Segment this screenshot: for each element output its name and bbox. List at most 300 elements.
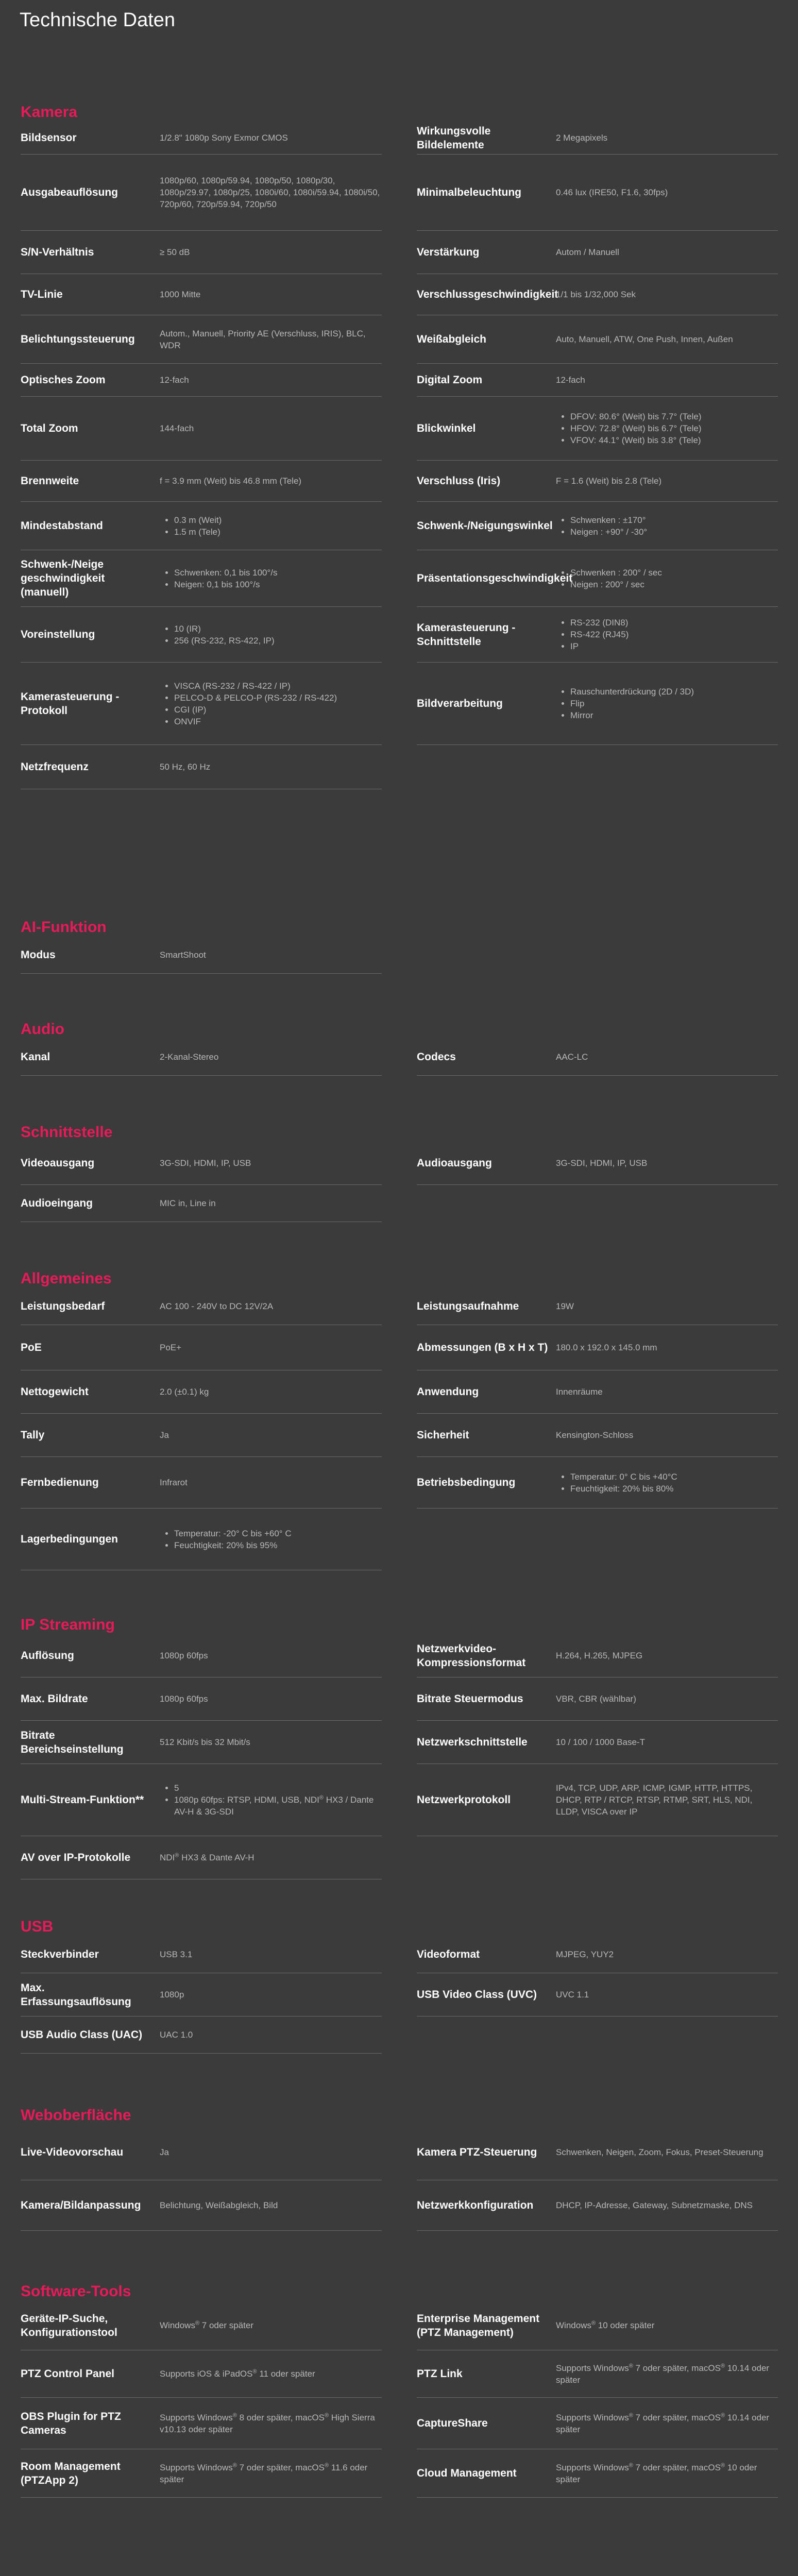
spec-value: Supports Windows® 7 oder später, macOS® 10 oder später	[556, 2462, 757, 2484]
spec-label: Leistungsbedarf	[21, 1300, 105, 1312]
empty-cell	[417, 1836, 778, 1879]
spec-label: Verstärkung	[417, 246, 480, 258]
empty-cell	[417, 2016, 778, 2054]
section-title: Schnittstelle	[21, 1124, 113, 1141]
section-title: USB	[21, 1918, 54, 1935]
spec-value: 3G-SDI, HDMI, IP, USB	[160, 1158, 251, 1168]
spec-row	[0, 1039, 798, 1076]
spec-value-list	[160, 1782, 382, 1818]
spec-value: MIC in, Line in	[160, 1198, 216, 1208]
spec-item-schwenk-neige-geschwindigkeit-manuell	[21, 550, 382, 607]
spec-row	[0, 122, 798, 155]
spec-item-live-videovorschau	[21, 2125, 382, 2180]
spec-value-item: • Schwenken: 0,1 bis 100°/s	[174, 567, 382, 579]
spec-label: Cloud Management	[417, 2467, 517, 2479]
spec-item-prasentationsgeschwindigkeit	[417, 550, 778, 607]
spec-value-list	[556, 1471, 778, 1495]
spec-item-bitrate-steuermodus	[417, 1677, 778, 1721]
spec-item-poe	[21, 1325, 382, 1370]
spec-value: Supports Windows® 7 oder später, macOS® 10.14 oder später	[556, 2362, 770, 2385]
section-title: Allgemeines	[21, 1270, 112, 1287]
spec-value	[160, 1523, 382, 1555]
spec-label: Kamerasteuerung - Schnittstelle	[417, 621, 516, 648]
spec-value-item: • VISCA (RS-232 / RS-422 / IP)	[174, 680, 382, 692]
spec-value-item: • DFOV: 80.6° (Weit) bis 7.7° (Tele)	[570, 411, 778, 422]
empty-cell	[417, 1509, 778, 1570]
spec-item-kanal	[21, 1039, 382, 1076]
spec-value-item: • Feuchtigkeit: 20% bis 95%	[174, 1539, 382, 1551]
spec-item-brennweite	[21, 461, 382, 502]
spec-value	[556, 563, 778, 595]
spec-label: Geräte-IP-Suche, Konfigurationstool	[21, 2312, 117, 2338]
spec-row	[0, 1185, 798, 1222]
spec-value-item: • 10 (IR)	[174, 623, 382, 635]
spec-item-verschlussgeschwindigkeit	[417, 274, 778, 315]
spec-value-item: • Rauschunterdrückung (2D / 3D)	[570, 686, 778, 698]
spec-table	[0, 122, 798, 789]
spec-label: Lagerbedingungen	[21, 1533, 118, 1545]
spec-label: PoE	[21, 1342, 42, 1353]
spec-label: Optisches Zoom	[21, 374, 106, 386]
spec-value: 10 / 100 / 1000 Base-T	[556, 1737, 645, 1747]
spec-label: Bildsensor	[21, 132, 77, 144]
spec-item-ptz-control-panel	[21, 2350, 382, 2398]
spec-item-av-over-ip-protokolle	[21, 1836, 382, 1879]
empty-cell	[417, 937, 778, 974]
section-title: AI-Funktion	[21, 919, 107, 936]
spec-label: Max. Bildrate	[21, 1693, 88, 1705]
spec-item-verschluss-iris	[417, 461, 778, 502]
spec-label: Abmessungen (B x H x T)	[417, 1342, 548, 1353]
spec-value-item: • 256 (RS-232, RS-422, IP)	[174, 635, 382, 647]
spec-value: Supports Windows® 7 oder später, macOS® 10.14 oder später	[556, 2412, 770, 2434]
spec-item-steckverbinder	[21, 1936, 382, 1973]
spec-label: Belichtungssteuerung	[21, 333, 135, 345]
spec-item-netzwerkvideo-kompressionsformat	[417, 1634, 778, 1677]
spec-value	[556, 613, 778, 656]
spec-item-multi-stream-funktion	[21, 1764, 382, 1836]
spec-label: USB Video Class (UVC)	[417, 1989, 537, 2001]
spec-row	[0, 2301, 798, 2350]
spec-item-cloud-management	[417, 2449, 778, 2498]
spec-value-item: • 5	[174, 1782, 382, 1794]
spec-label: Leistungsaufnahme	[417, 1300, 519, 1312]
spec-value-item: • 0.3 m (Weit)	[174, 514, 382, 526]
spec-row	[0, 231, 798, 274]
spec-value-item: • RS-422 (RJ45)	[570, 629, 778, 640]
spec-value: 180.0 x 192.0 x 145.0 mm	[556, 1343, 657, 1352]
spec-value: Belichtung, Weißabgleich, Bild	[160, 2200, 278, 2210]
spec-value-item: • HFOV: 72.8° (Weit) bis 6.7° (Tele)	[570, 422, 778, 434]
spec-row	[0, 2016, 798, 2054]
spec-label: Bitrate Bereichseinstellung	[21, 1729, 124, 1755]
spec-value: 19W	[556, 1301, 574, 1311]
empty-cell	[417, 1185, 778, 1222]
spec-value: 512 Kbit/s bis 32 Mbit/s	[160, 1737, 250, 1747]
spec-label: Mindestabstand	[21, 520, 103, 532]
spec-value	[160, 510, 382, 542]
spec-value: Ja	[160, 2147, 169, 2157]
spec-label: Live-Videovorschau	[21, 2146, 124, 2158]
spec-item-netzwerkkonfiguration	[417, 2180, 778, 2231]
spec-label: Tally	[21, 1429, 45, 1441]
spec-value: Windows® 7 oder später	[160, 2320, 253, 2330]
spec-value: 2 Megapixels	[556, 133, 608, 143]
spec-item-bildsensor	[21, 122, 382, 155]
spec-value: Supports Windows® 7 oder später, macOS® 11.6 oder später	[160, 2462, 368, 2484]
spec-value: Auto, Manuell, ATW, One Push, Innen, Außen	[556, 334, 733, 344]
spec-value: F = 1.6 (Weit) bis 2.8 (Tele)	[556, 476, 662, 486]
spec-table	[0, 1039, 798, 1076]
spec-label: Nettogewicht	[21, 1386, 89, 1398]
spec-value: Windows® 10 oder später	[556, 2320, 655, 2330]
spec-value: Supports iOS & iPadOS® 11 oder später	[160, 2368, 315, 2379]
spec-value: SmartShoot	[160, 950, 206, 960]
spec-item-obs-plugin-for-ptz-cameras	[21, 2398, 382, 2449]
spec-item-mindestabstand	[21, 502, 382, 550]
spec-value: 1/1 bis 1/32,000 Sek	[556, 290, 636, 299]
spec-value: 1/2.8" 1080p Sony Exmor CMOS	[160, 133, 288, 143]
spec-item-schwenk-neigungswinkel	[417, 502, 778, 550]
spec-item-optisches-zoom	[21, 364, 382, 397]
spec-value: 50 Hz, 60 Hz	[160, 762, 211, 772]
spec-label: Minimalbeleuchtung	[417, 187, 522, 198]
spec-value: Ja	[160, 1430, 169, 1440]
spec-label: Videoausgang	[21, 1157, 95, 1169]
spec-row	[0, 1142, 798, 1185]
spec-value-item: • Neigen : +90° / -30°	[570, 526, 778, 538]
spec-item-wei-abgleich	[417, 315, 778, 364]
spec-item-bildverarbeitung	[417, 663, 778, 745]
spec-value: Infrarot	[160, 1478, 188, 1487]
spec-label: Betriebsbedingung	[417, 1477, 516, 1488]
spec-row	[0, 502, 798, 550]
spec-row	[0, 397, 798, 461]
spec-label: Kamera/Bildanpassung	[21, 2199, 141, 2211]
spec-label: OBS Plugin for PTZ Cameras	[21, 2410, 121, 2436]
spec-value: VBR, CBR (wählbar)	[556, 1694, 636, 1704]
spec-item-modus	[21, 937, 382, 974]
section-title: IP Streaming	[21, 1616, 115, 1633]
spec-row	[0, 607, 798, 663]
spec-item-netzfrequenz	[21, 745, 382, 789]
spec-value: 1080p 60fps	[160, 1651, 208, 1660]
spec-row	[0, 1721, 798, 1764]
spec-item-netzwerkschnittstelle	[417, 1721, 778, 1764]
spec-value: IPv4, TCP, UDP, ARP, ICMP, IGMP, HTTP, HTTPS, DHCP, RTP / RTCP, RTSP, RTMP, SRT, HLS, NDI, LLDP, VISCA over IP	[556, 1783, 753, 1817]
spec-label: Modus	[21, 949, 56, 961]
spec-value: DHCP, IP-Adresse, Gateway, Subnetzmaske, DNS	[556, 2200, 753, 2210]
spec-label: AV over IP-Protokolle	[21, 1852, 131, 1863]
spec-value-item: • Schwenken : 200° / sec	[570, 567, 778, 579]
spec-value: 2-Kanal-Stereo	[160, 1052, 219, 1062]
spec-item-total-zoom	[21, 397, 382, 461]
spec-table	[0, 2301, 798, 2498]
spec-value: Innenräume	[556, 1387, 603, 1397]
spec-value-item: • ONVIF	[174, 716, 382, 727]
spec-item-max-erfassungsauflosung	[21, 1973, 382, 2016]
spec-row	[0, 1457, 798, 1509]
spec-item-codecs	[417, 1039, 778, 1076]
spec-row	[0, 663, 798, 745]
spec-value: UVC 1.1	[556, 1990, 589, 1999]
spec-row	[0, 2398, 798, 2449]
spec-label: Voreinstellung	[21, 629, 95, 640]
spec-label: Audioeingang	[21, 1197, 93, 1209]
spec-label: Schwenk-/Neige geschwindigkeit (manuell)	[21, 558, 105, 598]
spec-value: PoE+	[160, 1343, 182, 1352]
spec-value-item: • Schwenken : ±170°	[570, 514, 778, 526]
spec-item-digital-zoom	[417, 364, 778, 397]
spec-item-kamerasteuerung-schnittstelle	[417, 607, 778, 663]
spec-item-nettogewicht	[21, 1370, 382, 1414]
spec-label: TV-Linie	[21, 289, 63, 300]
spec-value: AAC-LC	[556, 1052, 588, 1062]
spec-item-enterprise-management-ptz-management	[417, 2301, 778, 2350]
spec-table	[0, 2125, 798, 2231]
spec-item-belichtungssteuerung	[21, 315, 382, 364]
spec-value	[160, 619, 382, 651]
spec-value: H.264, H.265, MJPEG	[556, 1651, 643, 1660]
spec-value-item: • Neigen: 0,1 bis 100°/s	[174, 579, 382, 590]
spec-label: Schwenk-/Neigungswinkel	[417, 520, 553, 532]
spec-label: Netzwerkkonfiguration	[417, 2199, 534, 2211]
spec-label: CaptureShare	[417, 2417, 488, 2429]
spec-item-kamera-bildanpassung	[21, 2180, 382, 2231]
spec-item-audioeingang	[21, 1185, 382, 1222]
spec-row	[0, 937, 798, 974]
page-title: Technische Daten	[20, 9, 176, 31]
spec-value: ≥ 50 dB	[160, 247, 190, 257]
spec-item-betriebsbedingung	[417, 1457, 778, 1509]
spec-item-abmessungen-b-x-h-x-t	[417, 1325, 778, 1370]
spec-value-item: • Feuchtigkeit: 20% bis 80%	[570, 1483, 778, 1495]
spec-label: PTZ Control Panel	[21, 2368, 115, 2380]
spec-item-leistungsbedarf	[21, 1288, 382, 1325]
spec-value: 144-fach	[160, 423, 194, 433]
spec-label: Kanal	[21, 1051, 50, 1063]
spec-value-item: • Neigen : 200° / sec	[570, 579, 778, 590]
spec-row	[0, 1764, 798, 1836]
spec-label: Kamerasteuerung - Protokoll	[21, 690, 120, 717]
spec-value-item: • Flip	[570, 698, 778, 709]
section-title: Kamera	[21, 104, 78, 121]
spec-item-leistungsaufnahme	[417, 1288, 778, 1325]
spec-value	[160, 676, 382, 732]
spec-value: AC 100 - 240V to DC 12V/2A	[160, 1301, 274, 1311]
spec-item-usb-video-class-uvc	[417, 1973, 778, 2016]
spec-value-list	[556, 686, 778, 721]
spec-item-ausgabeauflosung	[21, 155, 382, 231]
spec-value: 0.46 lux (IRE50, F1.6, 30fps)	[556, 188, 668, 197]
spec-value-item: • Mirror	[570, 709, 778, 721]
spec-row	[0, 364, 798, 397]
spec-label: Sicherheit	[417, 1429, 469, 1441]
empty-cell	[417, 745, 778, 789]
spec-row	[0, 2350, 798, 2398]
spec-label: USB Audio Class (UAC)	[21, 2029, 143, 2041]
spec-label: Netzwerkprotokoll	[417, 1794, 511, 1806]
spec-value: Autom., Manuell, Priority AE (Verschluss, IRIS), BLC, WDR	[160, 328, 366, 350]
spec-label: PTZ Link	[417, 2368, 463, 2380]
spec-item-videoformat	[417, 1936, 778, 1973]
spec-value-item: • 1.5 m (Tele)	[174, 526, 382, 538]
spec-label: Steckverbinder	[21, 1948, 99, 1960]
spec-value-list	[556, 411, 778, 446]
spec-row	[0, 155, 798, 231]
spec-label: Ausgabeauflösung	[21, 187, 118, 198]
spec-item-kamerasteuerung-protokoll	[21, 663, 382, 745]
spec-item-auflosung	[21, 1634, 382, 1677]
section-title: Audio	[21, 1021, 64, 1038]
spec-value-item: • CGI (IP)	[174, 704, 382, 716]
spec-table	[0, 1142, 798, 1222]
spec-label: Enterprise Management (PTZ Management)	[417, 2312, 540, 2338]
spec-item-s-n-verhaltnis	[21, 231, 382, 274]
spec-row	[0, 1936, 798, 1973]
spec-value	[556, 406, 778, 450]
section-title: Software-Tools	[21, 2283, 131, 2300]
spec-row	[0, 1325, 798, 1370]
spec-label: Weißabgleich	[417, 333, 486, 345]
spec-value-list	[160, 514, 382, 538]
spec-label: Bitrate Steuermodus	[417, 1693, 523, 1705]
spec-item-anwendung	[417, 1370, 778, 1414]
spec-value-item: • RS-232 (DIN8)	[570, 617, 778, 629]
spec-value: Kensington-Schloss	[556, 1430, 634, 1440]
spec-label: Netzwerkschnittstelle	[417, 1736, 528, 1748]
spec-item-room-management-ptzapp-2	[21, 2449, 382, 2498]
spec-value: NDI® HX3 & Dante AV-H	[160, 1852, 254, 1862]
spec-label: Videoformat	[417, 1948, 480, 1960]
spec-item-tv-linie	[21, 274, 382, 315]
spec-item-minimalbeleuchtung	[417, 155, 778, 231]
spec-item-videoausgang	[21, 1142, 382, 1185]
spec-value: USB 3.1	[160, 1950, 193, 1959]
spec-label: Codecs	[417, 1051, 456, 1063]
spec-row	[0, 1509, 798, 1570]
section-title: Weboberfläche	[21, 2107, 131, 2124]
spec-row	[0, 1414, 798, 1457]
spec-label: Netzwerkvideo-Kompressionsformat	[417, 1642, 526, 1669]
spec-value: Autom / Manuell	[556, 247, 619, 257]
spec-row	[0, 274, 798, 315]
spec-value: Supports Windows® 8 oder später, macOS® High Sierra v10.13 oder später	[160, 2412, 375, 2434]
spec-label: Blickwinkel	[417, 422, 476, 434]
spec-item-voreinstellung	[21, 607, 382, 663]
spec-label: Multi-Stream-Funktion**	[21, 1794, 144, 1806]
spec-value-item: • Temperatur: -20° C bis +60° C	[174, 1528, 382, 1539]
spec-label: Audioausgang	[417, 1157, 492, 1169]
spec-value-item: • PELCO-D & PELCO-P (RS-232 / RS-422)	[174, 692, 382, 704]
spec-label: Verschlussgeschwindigkeit	[417, 289, 558, 300]
spec-value: 2.0 (±0.1) kg	[160, 1387, 209, 1397]
spec-row	[0, 1677, 798, 1721]
spec-value-item: • Temperatur: 0° C bis +40°C	[570, 1471, 778, 1483]
spec-row	[0, 1370, 798, 1414]
spec-value	[160, 563, 382, 595]
spec-row	[0, 1288, 798, 1325]
spec-label: Bildverarbeitung	[417, 698, 503, 709]
spec-item-blickwinkel	[417, 397, 778, 461]
spec-label: Brennweite	[21, 475, 79, 487]
spec-value: 3G-SDI, HDMI, IP, USB	[556, 1158, 648, 1168]
spec-table	[0, 1634, 798, 1879]
spec-row	[0, 2125, 798, 2180]
spec-value	[556, 1467, 778, 1499]
spec-value: 1080p/60, 1080p/59.94, 1080p/50, 1080p/30, 1080p/29.97, 1080p/25, 1080i/60, 1080i/59.94, 1080i/50, 720p/60, 720p/59.94, 720p/50	[160, 176, 380, 209]
spec-item-audioausgang	[417, 1142, 778, 1185]
spec-row	[0, 2180, 798, 2231]
spec-value-item: • IP	[570, 640, 778, 652]
spec-item-tally	[21, 1414, 382, 1457]
spec-item-ptz-link	[417, 2350, 778, 2398]
spec-label: Anwendung	[417, 1386, 479, 1398]
spec-item-netzwerkprotokoll	[417, 1764, 778, 1836]
spec-table	[0, 937, 798, 974]
spec-label: Wirkungsvolle Bildelemente	[417, 125, 491, 151]
spec-item-sicherheit	[417, 1414, 778, 1457]
spec-value: 1000 Mitte	[160, 290, 201, 299]
spec-label: Verschluss (Iris)	[417, 475, 501, 487]
spec-label: Kamera PTZ-Steuerung	[417, 2146, 537, 2158]
spec-row	[0, 550, 798, 607]
spec-row	[0, 315, 798, 364]
spec-value-list	[556, 567, 778, 590]
spec-value: MJPEG, YUY2	[556, 1950, 614, 1959]
spec-value-list	[160, 567, 382, 590]
spec-label: Max. Erfassungsauflösung	[21, 1981, 131, 2008]
spec-item-lagerbedingungen	[21, 1509, 382, 1570]
spec-value-list	[556, 514, 778, 538]
spec-value: 1080p 60fps	[160, 1694, 208, 1704]
spec-value-list	[160, 623, 382, 647]
spec-value-list	[556, 617, 778, 652]
spec-value: UAC 1.0	[160, 2030, 193, 2040]
spec-label: Fernbedienung	[21, 1477, 99, 1488]
spec-row	[0, 1836, 798, 1879]
spec-row	[0, 745, 798, 789]
spec-item-verstarkung	[417, 231, 778, 274]
spec-item-captureshare	[417, 2398, 778, 2449]
spec-label: Netzfrequenz	[21, 761, 89, 773]
spec-value-item: • 1080p 60fps: RTSP, HDMI, USB, NDI® HX3 / Dante AV-H & 3G-SDI	[174, 1794, 382, 1818]
spec-value	[556, 510, 778, 542]
spec-value: Schwenken, Neigen, Zoom, Fokus, Preset-Steuerung	[556, 2147, 763, 2157]
spec-row	[0, 1973, 798, 2016]
spec-value	[160, 1778, 382, 1822]
spec-item-wirkungsvolle-bildelemente	[417, 122, 778, 155]
spec-row	[0, 461, 798, 502]
spec-table	[0, 1936, 798, 2054]
spec-label: Digital Zoom	[417, 374, 483, 386]
spec-label: Präsentationsgeschwindigkeit	[417, 572, 573, 584]
spec-item-fernbedienung	[21, 1457, 382, 1509]
spec-label: Auflösung	[21, 1650, 74, 1662]
spec-value: 12-fach	[160, 375, 189, 385]
spec-row	[0, 2449, 798, 2498]
spec-value: 12-fach	[556, 375, 585, 385]
spec-label: S/N-Verhältnis	[21, 246, 94, 258]
spec-value: 1080p	[160, 1990, 184, 1999]
spec-value: f = 3.9 mm (Weit) bis 46.8 mm (Tele)	[160, 476, 302, 486]
spec-item-bitrate-bereichseinstellung	[21, 1721, 382, 1764]
spec-value-list	[160, 680, 382, 727]
spec-row	[0, 1634, 798, 1677]
spec-item-gerate-ip-suche-konfigurationstool	[21, 2301, 382, 2350]
spec-value-list	[160, 1528, 382, 1551]
spec-item-usb-audio-class-uac	[21, 2016, 382, 2054]
